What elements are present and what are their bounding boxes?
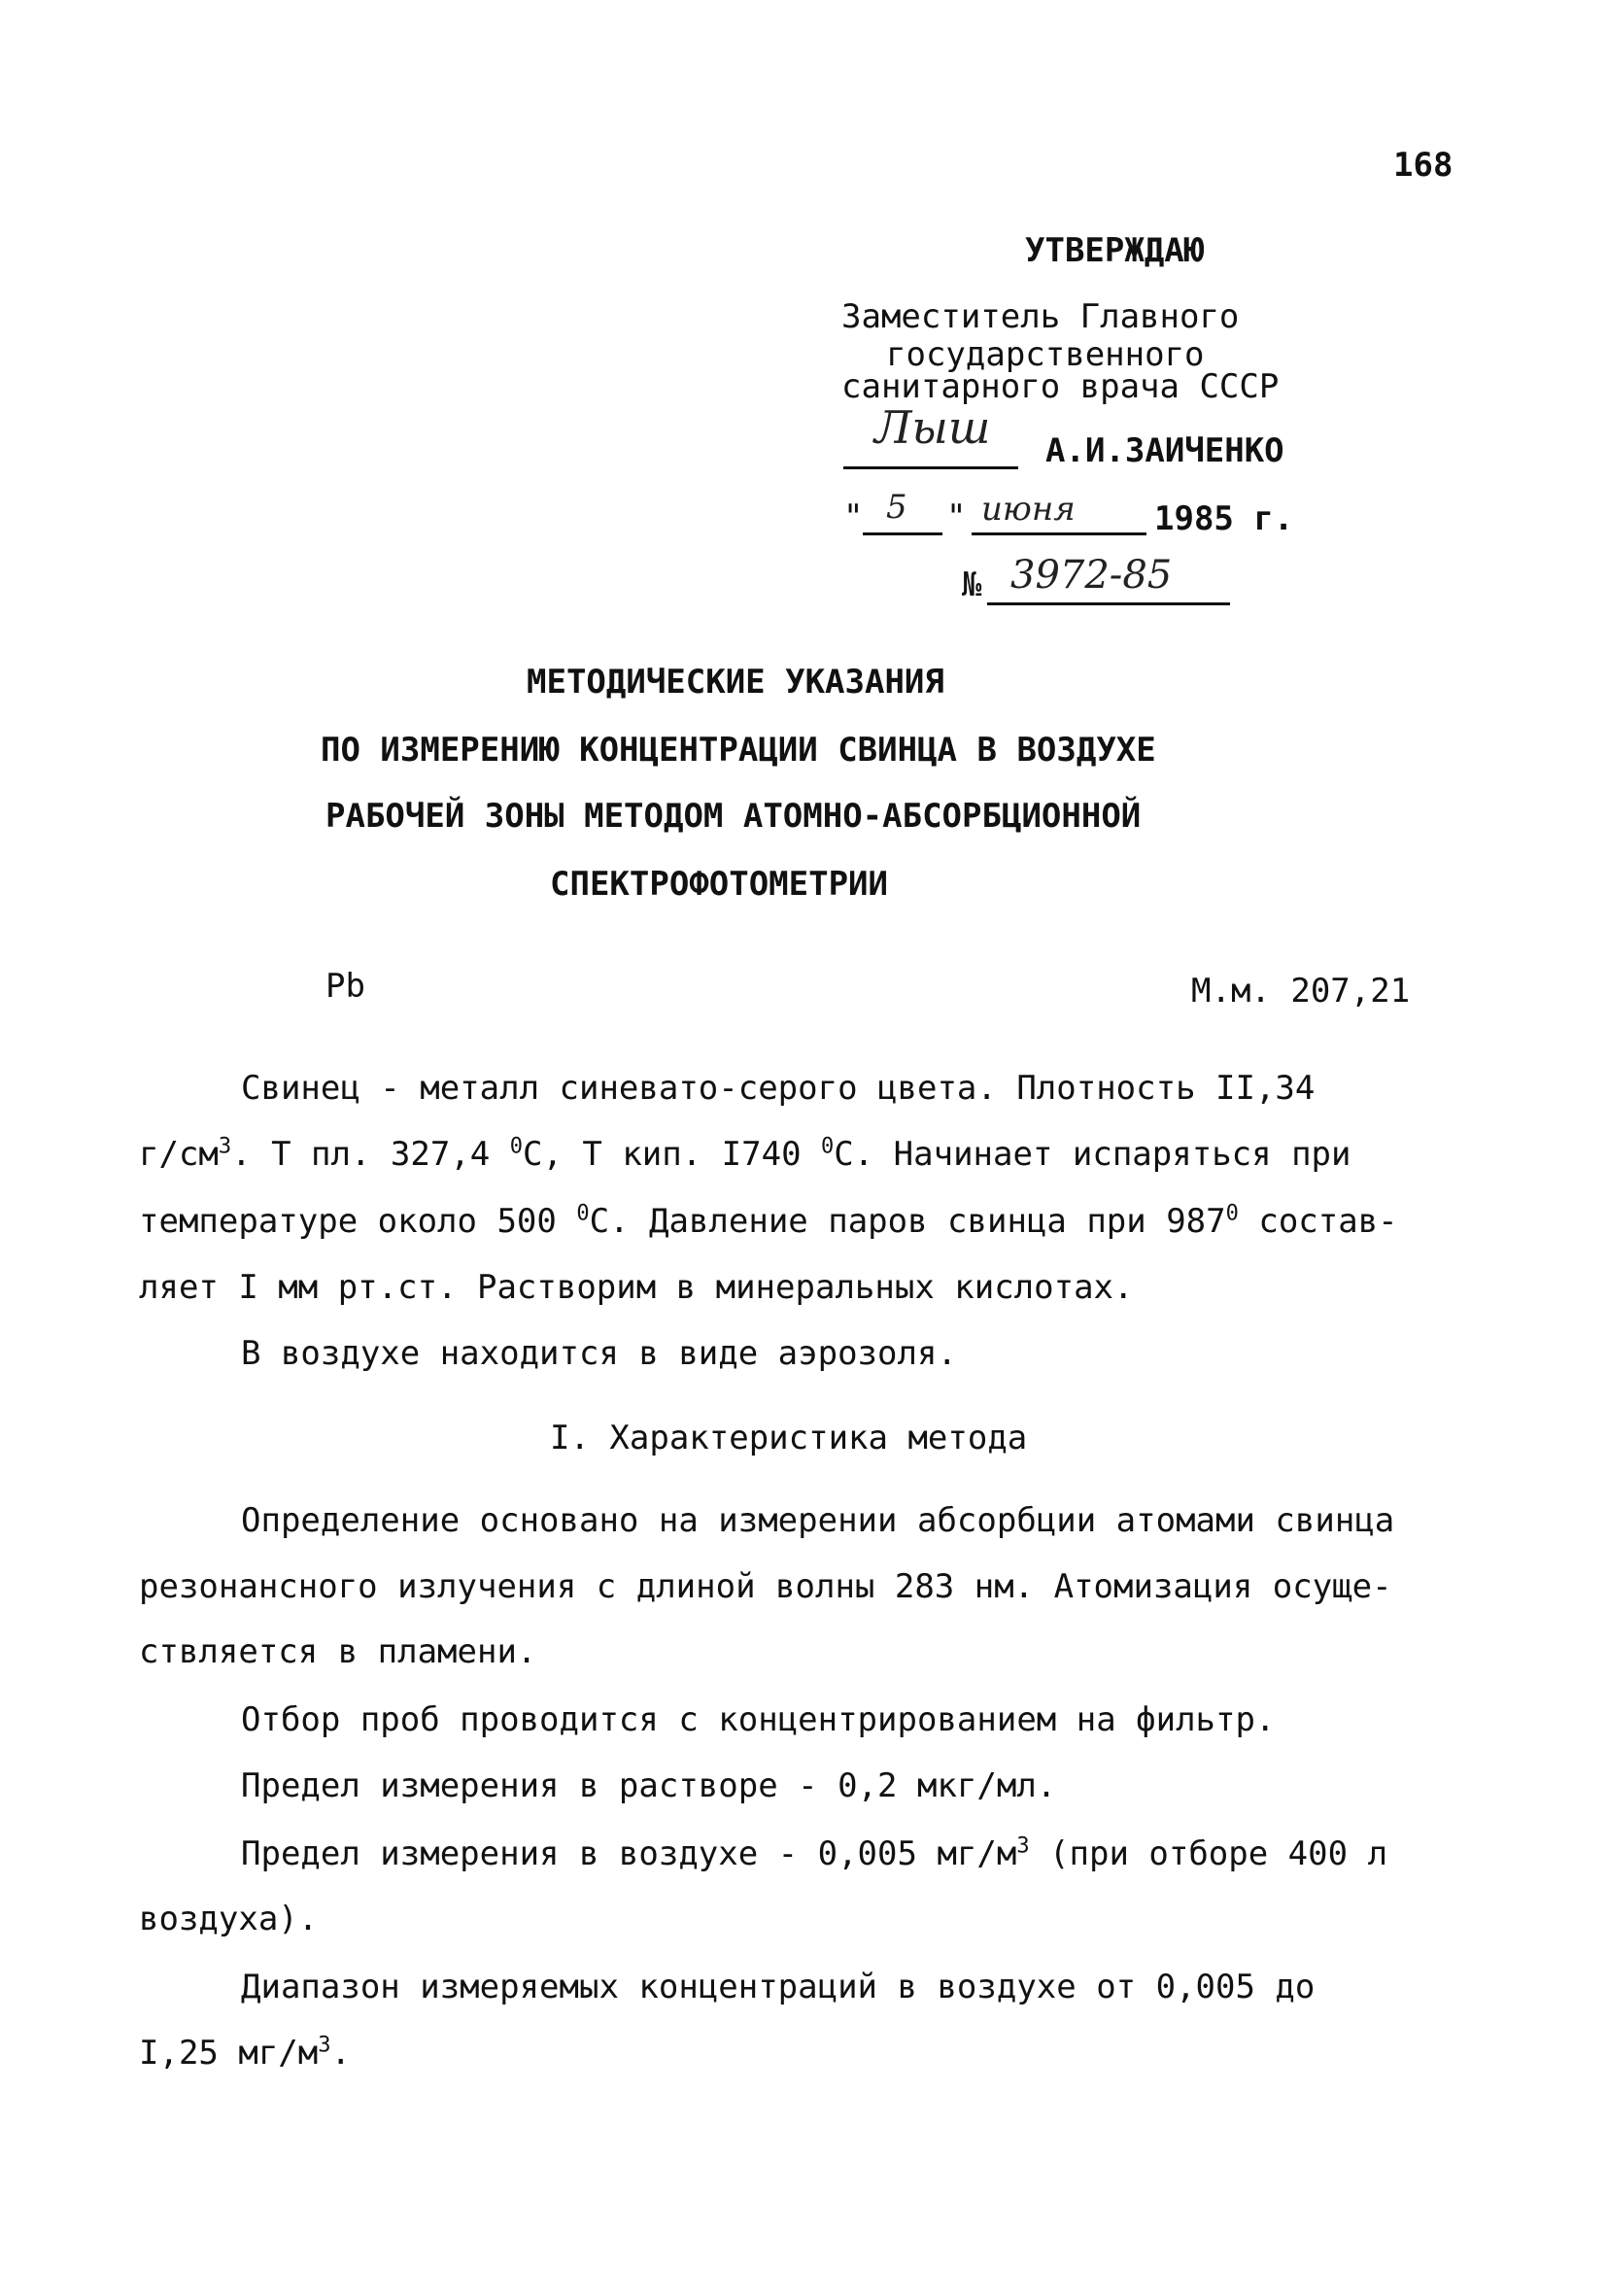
date-day: 5 bbox=[886, 488, 907, 527]
section-1-p5-line-1: Диапазон измеряемых концентраций в воздухе от 0,005 до bbox=[241, 1968, 1316, 2006]
date-day-underline bbox=[863, 532, 942, 535]
number-prefix: № bbox=[962, 565, 982, 604]
section-1-p5-line-2: I,25 $мг/м^3$. bbox=[139, 2033, 351, 2073]
molecular-mass: М.м. 207,21 bbox=[1191, 972, 1411, 1011]
date-month: июня bbox=[981, 490, 1076, 529]
page-number: 168 bbox=[1393, 146, 1453, 185]
approval-heading: УТВЕРЖДАЮ bbox=[1025, 231, 1205, 270]
section-1-p1-line-2: резонансного излучения с длиной волны 283 нм. Атомизация осуще- bbox=[139, 1567, 1392, 1606]
section-1-p2: Отбор проб проводится с концентрированием на фильтр. bbox=[241, 1700, 1276, 1739]
signature-underline bbox=[843, 466, 1018, 469]
section-1-p1-line-3: ствляется в пламени. bbox=[139, 1632, 537, 1671]
intro-line-1: Свинец - металл синевато-серого цвета. Плотность II,34 bbox=[241, 1069, 1316, 1108]
intro-line-4: ляет I мм рт.ст. Растворим в минеральных кислотах. bbox=[139, 1268, 1134, 1307]
title-line-3: РАБОЧЕЙ ЗОНЫ МЕТОДОМ АТОМНО-АБСОРБЦИОННОЙ bbox=[325, 797, 1142, 836]
approval-line-2: государственного bbox=[886, 335, 1205, 374]
section-1-p3: Предел измерения в растворе - 0,2 мкг/мл. bbox=[241, 1766, 1057, 1805]
date-month-underline bbox=[972, 532, 1146, 535]
element-symbol: Pb bbox=[325, 967, 365, 1006]
section-1-p4-line-1: Предел измерения в воздухе - 0,005 $мг/м^3$ (при отборе 400 л bbox=[241, 1833, 1388, 1873]
title-line-4: СПЕКТРОФОТОМЕТРИИ bbox=[550, 865, 888, 904]
registration-number: 3972-85 bbox=[1010, 553, 1173, 598]
number-underline bbox=[987, 602, 1230, 605]
title-line-2: ПО ИЗМЕРЕНИЮ КОНЦЕНТРАЦИИ СВИНЦА В ВОЗДУХЕ bbox=[321, 731, 1156, 770]
approval-signer: А.И.ЗАИЧЕНКО bbox=[1045, 431, 1284, 470]
intro-line-3: температуре около 500 $^0$C. Давление паров свинца при $987^0$ состав- bbox=[139, 1201, 1398, 1241]
section-1-heading: I. Характеристика метода bbox=[550, 1419, 1028, 1457]
approval-line-1: Заместитель Главного bbox=[841, 297, 1240, 336]
section-1-p4-line-2: воздуха). bbox=[139, 1900, 319, 1938]
date-quote-open: " bbox=[843, 497, 864, 536]
intro-line-2: $г/см^3$. Т пл. 327,4 $^0$C, Т кип. I740 $^0$C. Начинает испаряться при bbox=[139, 1134, 1351, 1174]
approval-line-3: санитарного врача СССР bbox=[841, 367, 1280, 406]
date-year: 1985 г. bbox=[1154, 499, 1294, 538]
date-quote-close: " bbox=[946, 497, 967, 536]
intro-line-5: В воздухе находится в виде аэрозоля. bbox=[241, 1334, 957, 1373]
signature: Лыш bbox=[874, 401, 991, 454]
title-line-1: МЕТОДИЧЕСКИЕ УКАЗАНИЯ bbox=[527, 663, 944, 702]
section-1-p1-line-1: Определение основано на измерении абсорбции атомами свинца bbox=[241, 1501, 1395, 1540]
